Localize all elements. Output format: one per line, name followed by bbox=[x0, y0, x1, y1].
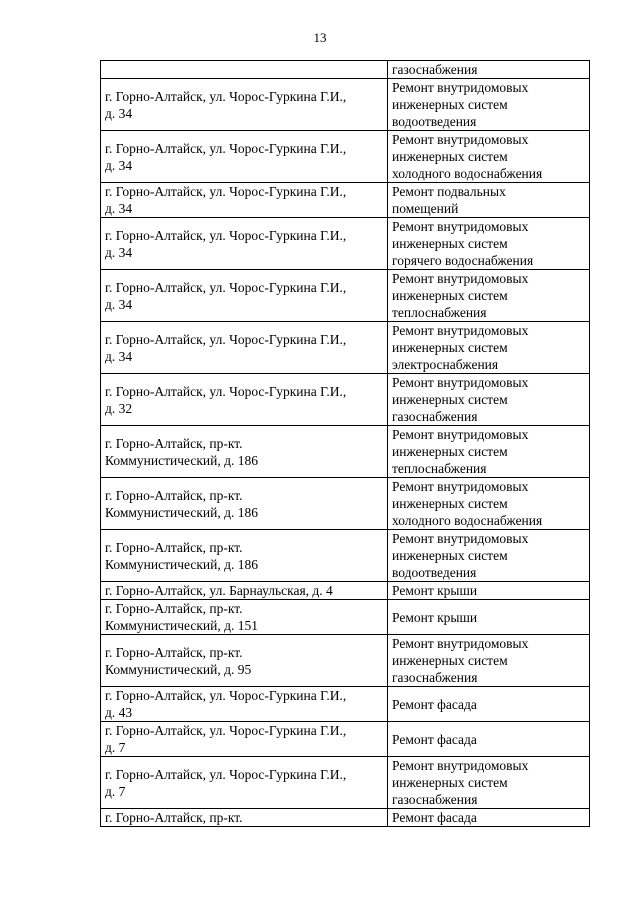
table-row bbox=[101, 635, 590, 687]
address-cell: г. Горно-Алтайск, ул. Чорос-Гуркина Г.И., д. 34 bbox=[101, 218, 388, 270]
work-cell: Ремонт фасада bbox=[388, 687, 590, 722]
table-row bbox=[101, 79, 590, 131]
address-cell: г. Горно-Алтайск, ул. Чорос-Гуркина Г.И., д. 32 bbox=[101, 374, 388, 426]
table-row bbox=[101, 530, 590, 582]
address-cell: г. Горно-Алтайск, ул. Чорос-Гуркина Г.И., д. 34 bbox=[101, 131, 388, 183]
table-row bbox=[101, 478, 590, 530]
work-cell: Ремонт внутридомовых инженерных систем теплоснабжения bbox=[388, 270, 590, 322]
table-row bbox=[101, 61, 590, 79]
table-row bbox=[101, 183, 590, 218]
work-cell: Ремонт фасада bbox=[388, 722, 590, 757]
table-row bbox=[101, 426, 590, 478]
work-cell: Ремонт внутридомовых инженерных систем газоснабжения bbox=[388, 757, 590, 809]
work-cell: газоснабжения bbox=[388, 61, 590, 79]
work-cell: Ремонт фасада bbox=[388, 809, 590, 827]
address-cell bbox=[101, 61, 388, 79]
work-cell: Ремонт внутридомовых инженерных систем холодного водоснабжения bbox=[388, 131, 590, 183]
table-row bbox=[101, 722, 590, 757]
address-cell: г. Горно-Алтайск, пр-кт. Коммунистический, д. 186 bbox=[101, 426, 388, 478]
address-cell: г. Горно-Алтайск, ул. Чорос-Гуркина Г.И., д. 7 bbox=[101, 722, 388, 757]
work-cell: Ремонт крыши bbox=[388, 582, 590, 600]
table-row bbox=[101, 322, 590, 374]
table-row bbox=[101, 131, 590, 183]
address-cell: г. Горно-Алтайск, пр-кт. Коммунистический, д. 151 bbox=[101, 600, 388, 635]
work-cell: Ремонт внутридомовых инженерных систем газоснабжения bbox=[388, 635, 590, 687]
work-cell: Ремонт внутридомовых инженерных систем водоотведения bbox=[388, 79, 590, 131]
address-cell: г. Горно-Алтайск, ул. Чорос-Гуркина Г.И., д. 7 bbox=[101, 757, 388, 809]
work-cell: Ремонт внутридомовых инженерных систем газоснабжения bbox=[388, 374, 590, 426]
table-row bbox=[101, 809, 590, 827]
address-cell: г. Горно-Алтайск, пр-кт. bbox=[101, 809, 388, 827]
address-cell: г. Горно-Алтайск, пр-кт. Коммунистический, д. 95 bbox=[101, 635, 388, 687]
table-row bbox=[101, 374, 590, 426]
address-cell: г. Горно-Алтайск, ул. Барнаульская, д. 4 bbox=[101, 582, 388, 600]
work-cell: Ремонт внутридомовых инженерных систем горячего водоснабжения bbox=[388, 218, 590, 270]
work-cell: Ремонт внутридомовых инженерных систем холодного водоснабжения bbox=[388, 478, 590, 530]
table-row bbox=[101, 270, 590, 322]
address-cell: г. Горно-Алтайск, ул. Чорос-Гуркина Г.И., д. 43 bbox=[101, 687, 388, 722]
address-cell: г. Горно-Алтайск, пр-кт. Коммунистический, д. 186 bbox=[101, 478, 388, 530]
work-cell: Ремонт внутридомовых инженерных систем электроснабжения bbox=[388, 322, 590, 374]
page-number: 13 bbox=[313, 30, 327, 45]
address-cell: г. Горно-Алтайск, ул. Чорос-Гуркина Г.И., д. 34 bbox=[101, 322, 388, 374]
work-cell: Ремонт подвальных помещений bbox=[388, 183, 590, 218]
work-cell: Ремонт крыши bbox=[388, 600, 590, 635]
repair-table bbox=[100, 60, 590, 827]
table-row bbox=[101, 582, 590, 600]
table-row bbox=[101, 687, 590, 722]
work-cell: Ремонт внутридомовых инженерных систем теплоснабжения bbox=[388, 426, 590, 478]
table-row bbox=[101, 600, 590, 635]
table-row bbox=[101, 757, 590, 809]
address-cell: г. Горно-Алтайск, ул. Чорос-Гуркина Г.И., д. 34 bbox=[101, 270, 388, 322]
address-cell: г. Горно-Алтайск, ул. Чорос-Гуркина Г.И., д. 34 bbox=[101, 183, 388, 218]
address-cell: г. Горно-Алтайск, ул. Чорос-Гуркина Г.И., д. 34 bbox=[101, 79, 388, 131]
address-cell: г. Горно-Алтайск, пр-кт. Коммунистический, д. 186 bbox=[101, 530, 388, 582]
work-cell: Ремонт внутридомовых инженерных систем водоотведения bbox=[388, 530, 590, 582]
table-row bbox=[101, 218, 590, 270]
